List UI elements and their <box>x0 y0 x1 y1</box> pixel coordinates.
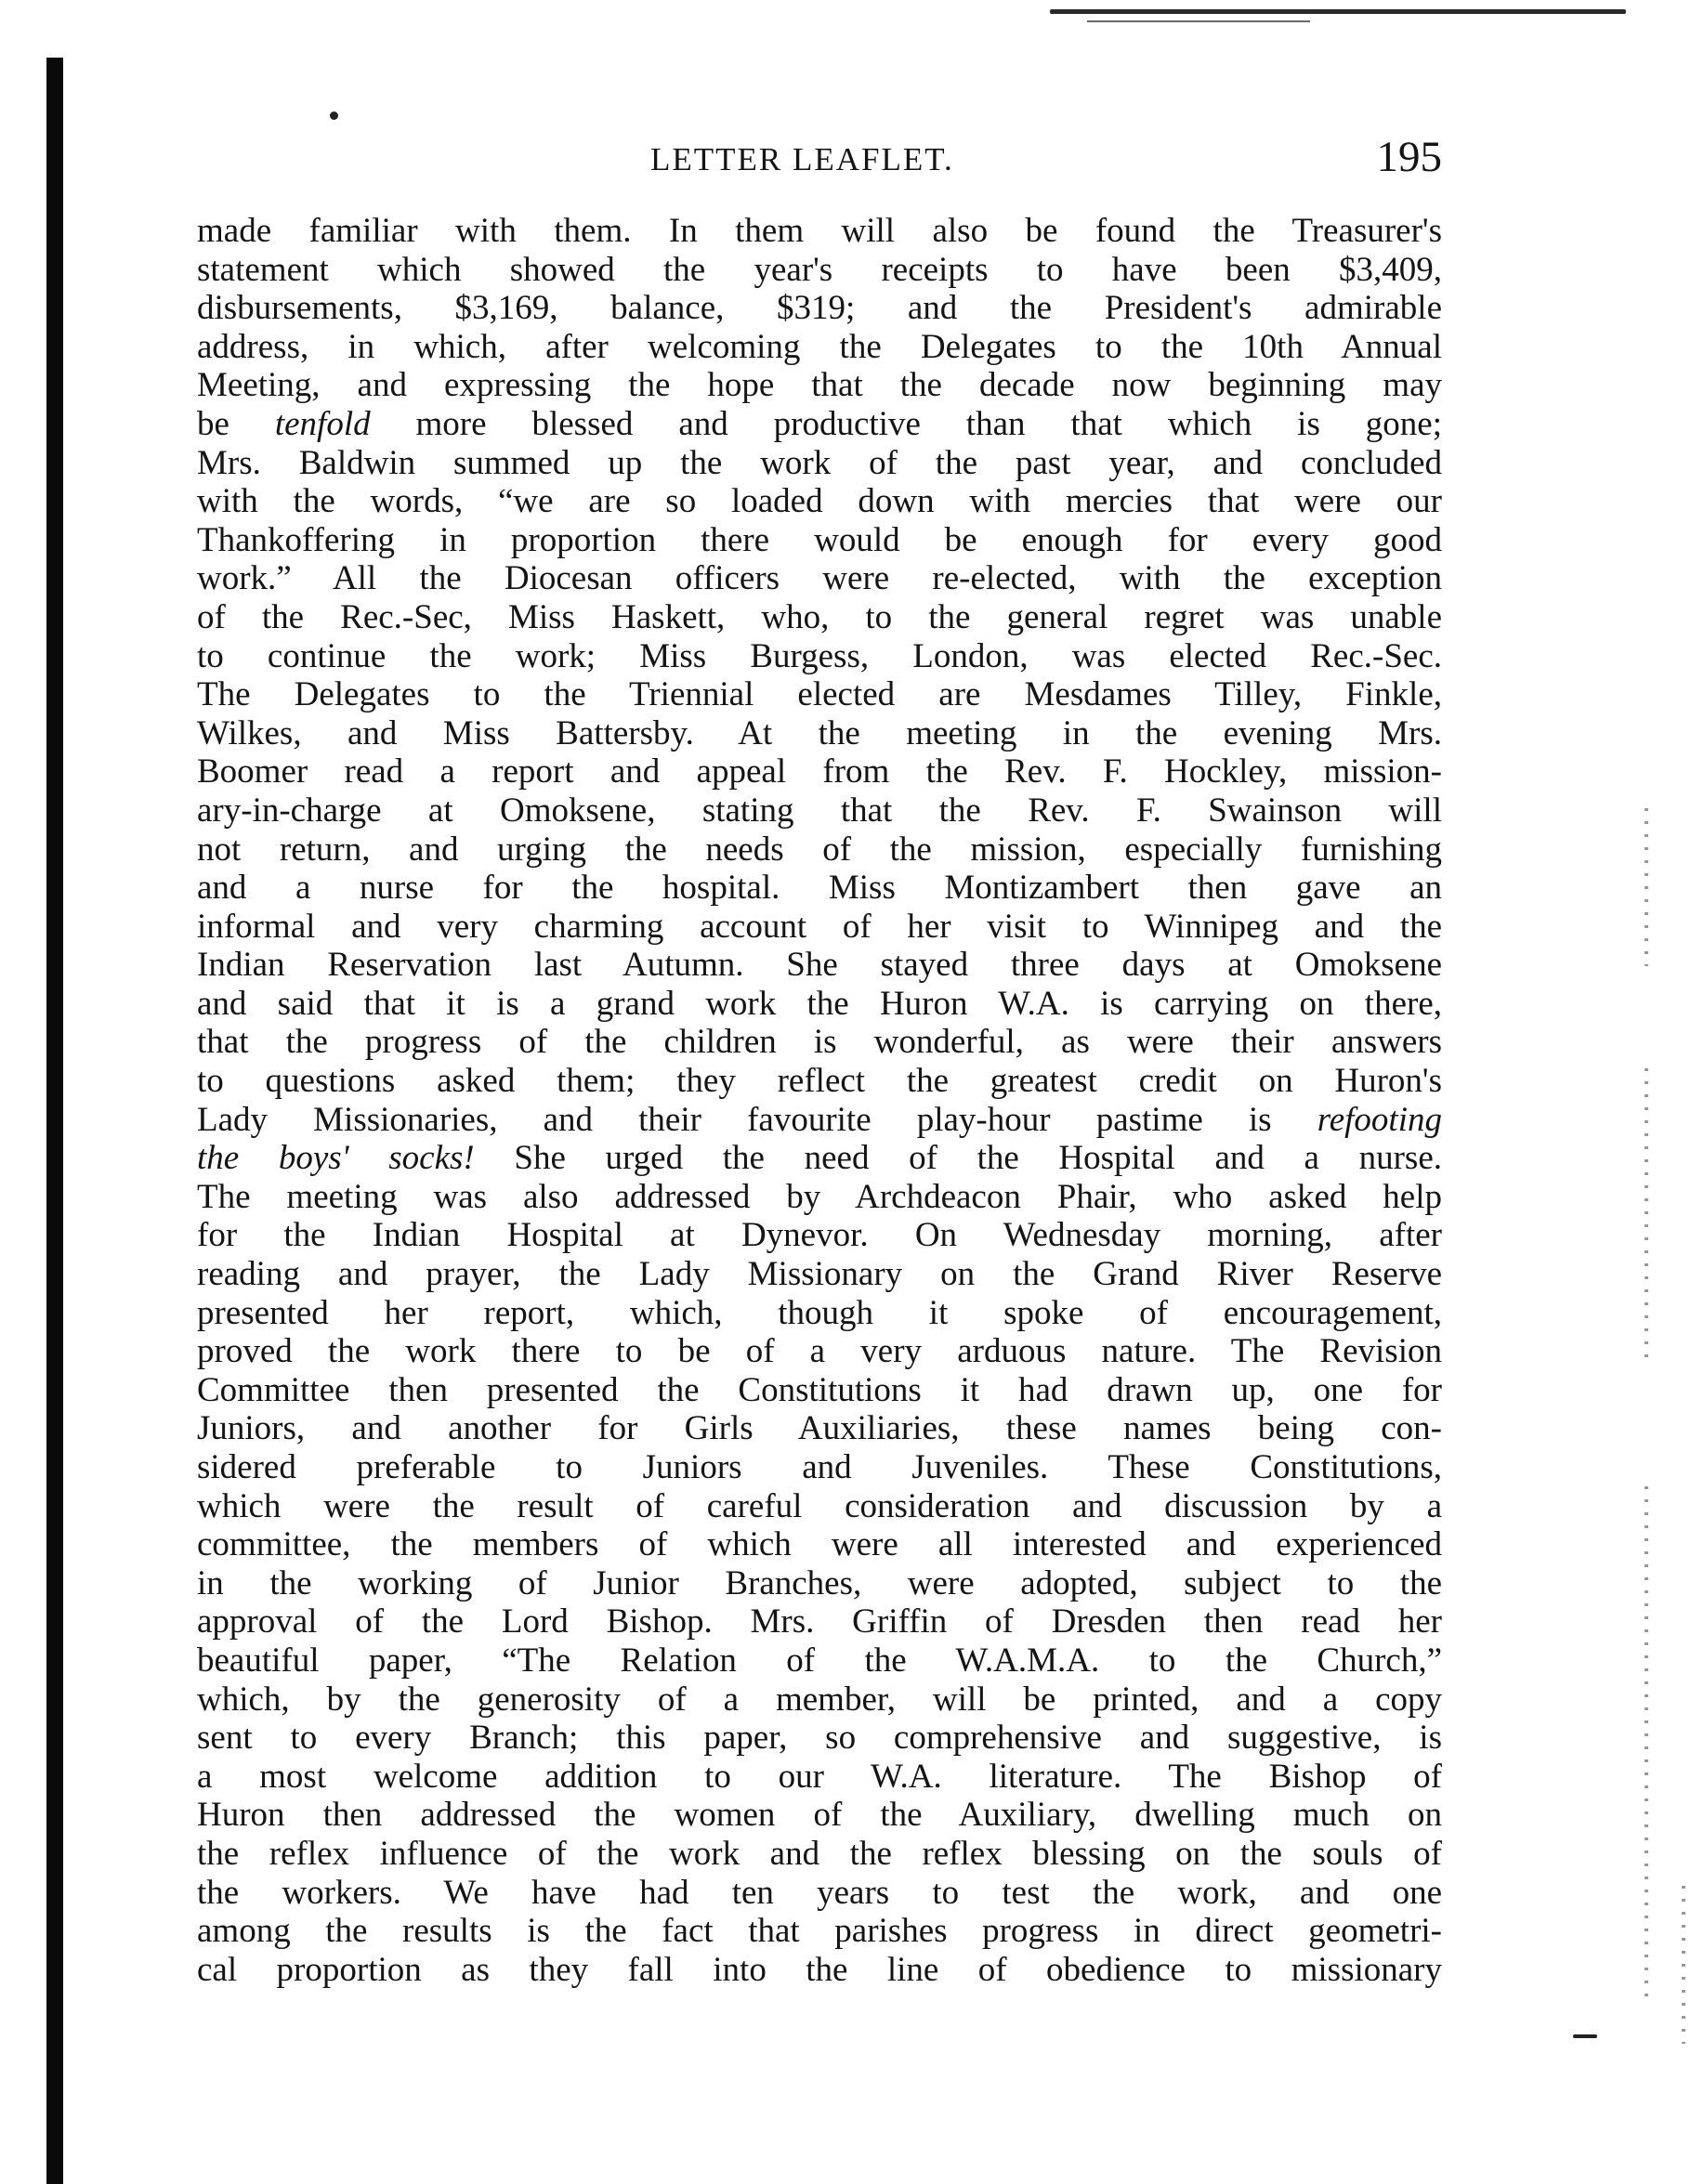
text-line <box>197 985 1442 1024</box>
text-line <box>197 405 1442 444</box>
text-line <box>197 1758 1442 1797</box>
text-run: work.” All the Diocesan officers were re-elected, with the exception <box>197 559 1442 598</box>
text-line <box>197 289 1442 328</box>
text-run: Thankoffering in proportion there would be enough for every good <box>197 520 1442 559</box>
text-run: sent to every Branch; this paper, so comprehensive and suggestive, is <box>197 1719 1442 1758</box>
text-line <box>197 444 1442 483</box>
text-run: Boomer read a report and appeal from the Rev. F. Hockley, mission- <box>197 752 1442 791</box>
text-run: informal and very charming account of her visit to Winnipeg and the <box>197 907 1442 946</box>
text-run: made familiar with them. In them will also be found the Treasurer's <box>197 212 1442 250</box>
text-line <box>197 1332 1442 1371</box>
text-run: and a nurse for the hospital. Miss Montizambert then gave an <box>197 869 1442 908</box>
text-run: address, in which, after welcoming the Delegates to the 10th Annual <box>197 327 1442 366</box>
top-rule <box>1050 9 1626 14</box>
text-line <box>197 1951 1442 1990</box>
text-run: a most welcome addition to our W.A. literature. The Bishop of <box>197 1757 1442 1796</box>
text-run: which were the result of careful consideration and discussion by a <box>197 1486 1442 1525</box>
text-run: among the results is the fact that parishes progress in direct geometri- <box>197 1912 1442 1951</box>
text-run: which, by the generosity of a member, will be printed, and a copy <box>197 1680 1442 1719</box>
text-line <box>197 598 1442 637</box>
text-line <box>197 1216 1442 1255</box>
text-run: Juniors, and another for Girls Auxiliaries, these names being con- <box>197 1409 1442 1448</box>
text-line <box>197 482 1442 521</box>
text-line <box>197 908 1442 947</box>
text-run: Indian Reservation last Autumn. She stayed three days at Omoksene <box>197 946 1442 985</box>
margin-marks <box>1682 1886 1685 2044</box>
text-line <box>197 1796 1442 1835</box>
text-line <box>197 1294 1442 1333</box>
text-line <box>197 1178 1442 1217</box>
text-run: approval of the Lord Bishop. Mrs. Griffin of Dresden then read her <box>197 1602 1442 1641</box>
text-run: and said that it is a grand work the Huron W.A. is carrying on there, <box>197 984 1442 1023</box>
text-line <box>197 212 1442 251</box>
text-run: presented her report, which, though it spoke of encouragement, <box>197 1293 1442 1332</box>
margin-marks <box>1645 1486 1648 2007</box>
text-run: ary-in-charge at Omoksene, stating that the Rev. F. Swainson will <box>197 791 1442 830</box>
text-line <box>197 1835 1442 1874</box>
text-line <box>197 946 1442 985</box>
text-line <box>197 675 1442 714</box>
text-run: reading and prayer, the Lady Missionary on the Grand River Reserve <box>197 1255 1442 1294</box>
text-line <box>197 1255 1442 1294</box>
text-line <box>197 1139 1442 1178</box>
text-run: be <box>197 404 275 443</box>
text-line <box>197 521 1442 560</box>
text-run: in the working of Junior Branches, were adopted, subject to the <box>197 1563 1442 1602</box>
text-run: Mrs. Baldwin summed up the work of the past year, and concluded <box>197 443 1442 482</box>
text-line <box>197 1874 1442 1913</box>
text-line <box>197 559 1442 598</box>
text-run: sidered preferable to Juniors and Juveniles. These Constitutions, <box>197 1448 1442 1486</box>
text-run: committee, the members of which were all interested and experienced <box>197 1525 1442 1564</box>
text-line <box>197 1912 1442 1951</box>
text-run: The meeting was also addressed by Archdeacon Phair, who asked help <box>197 1177 1442 1216</box>
text-run: disbursements, $3,169, balance, $319; and the President's admirable <box>197 289 1442 328</box>
text-line <box>197 1602 1442 1641</box>
text-line <box>197 830 1442 870</box>
text-line <box>197 1641 1442 1681</box>
text-line <box>197 1023 1442 1062</box>
text-line <box>197 1525 1442 1564</box>
italic-text: tenfold <box>274 404 371 443</box>
text-run: to questions asked them; they reflect the greatest credit on Huron's <box>197 1062 1442 1101</box>
margin-marks <box>1645 808 1648 966</box>
text-line <box>197 251 1442 290</box>
text-run: the reflex influence of the work and the reflex blessing on the souls of <box>197 1834 1442 1873</box>
text-line <box>197 1719 1442 1758</box>
text-run: not return, and urging the needs of the mission, especially furnishing <box>197 830 1442 869</box>
text-run: beautiful paper, “The Relation of the W.A.M.A. to the Church,” <box>197 1641 1442 1680</box>
text-run: with the words, “we are so loaded down with mercies that were our <box>197 482 1442 521</box>
text-line <box>197 1681 1442 1720</box>
page-header <box>197 133 1442 184</box>
text-run: Committee then presented the Constitutions it had drawn up, one for <box>197 1370 1442 1409</box>
text-run: She urged the need of the Hospital and a nurse. <box>474 1139 1443 1178</box>
text-run: statement which showed the year's receipts to have been $3,409, <box>197 250 1442 289</box>
text-run: Wilkes, and Miss Battersby. At the meeting in the evening Mrs. <box>197 713 1442 752</box>
ink-speck <box>330 111 338 120</box>
text-line <box>197 1448 1442 1487</box>
margin-marks <box>1645 1068 1648 1366</box>
text-line <box>197 328 1442 367</box>
text-line <box>197 366 1442 405</box>
ink-speck <box>1573 2034 1597 2038</box>
text-line <box>197 1564 1442 1603</box>
text-line <box>197 1062 1442 1101</box>
text-run: Lady Missionaries, and their favourite play-hour pastime is <box>197 1100 1317 1139</box>
text-run: of the Rec.-Sec, Miss Haskett, who, to the general regret was unable <box>197 597 1442 636</box>
italic-text: refooting <box>1317 1100 1442 1139</box>
italic-text: the boys' socks! <box>197 1139 475 1178</box>
page-number: 195 <box>1376 133 1442 181</box>
text-line <box>197 1371 1442 1410</box>
text-line <box>197 752 1442 791</box>
body-text <box>197 212 1442 1989</box>
text-run: proved the work there to be of a very arduous nature. The Revision <box>197 1332 1442 1371</box>
top-rule-thin <box>1087 20 1310 22</box>
text-line <box>197 1101 1442 1140</box>
text-line <box>197 714 1442 753</box>
text-run: more blessed and productive than that which is gone; <box>370 404 1442 443</box>
text-line <box>197 637 1442 676</box>
text-line <box>197 1409 1442 1448</box>
text-line <box>197 869 1442 908</box>
text-line <box>197 791 1442 830</box>
text-line <box>197 1487 1442 1526</box>
text-run: Huron then addressed the women of the Auxiliary, dwelling much on <box>197 1796 1442 1835</box>
text-run: for the Indian Hospital at Dynevor. On Wednesday morning, after <box>197 1216 1442 1255</box>
running-title: LETTER LEAFLET. <box>650 141 954 177</box>
scan-binding-edge <box>46 58 63 2184</box>
text-run: cal proportion as they fall into the line of obedience to missionary <box>197 1950 1442 1989</box>
text-run: Meeting, and expressing the hope that the decade now beginning may <box>197 366 1442 405</box>
text-run: to continue the work; Miss Burgess, London, was elected Rec.-Sec. <box>197 636 1442 675</box>
text-run: that the progress of the children is wonderful, as were their answers <box>197 1023 1442 1062</box>
text-run: The Delegates to the Triennial elected are Mesdames Tilley, Finkle, <box>197 675 1442 714</box>
text-run: the workers. We have had ten years to test the work, and one <box>197 1873 1442 1912</box>
